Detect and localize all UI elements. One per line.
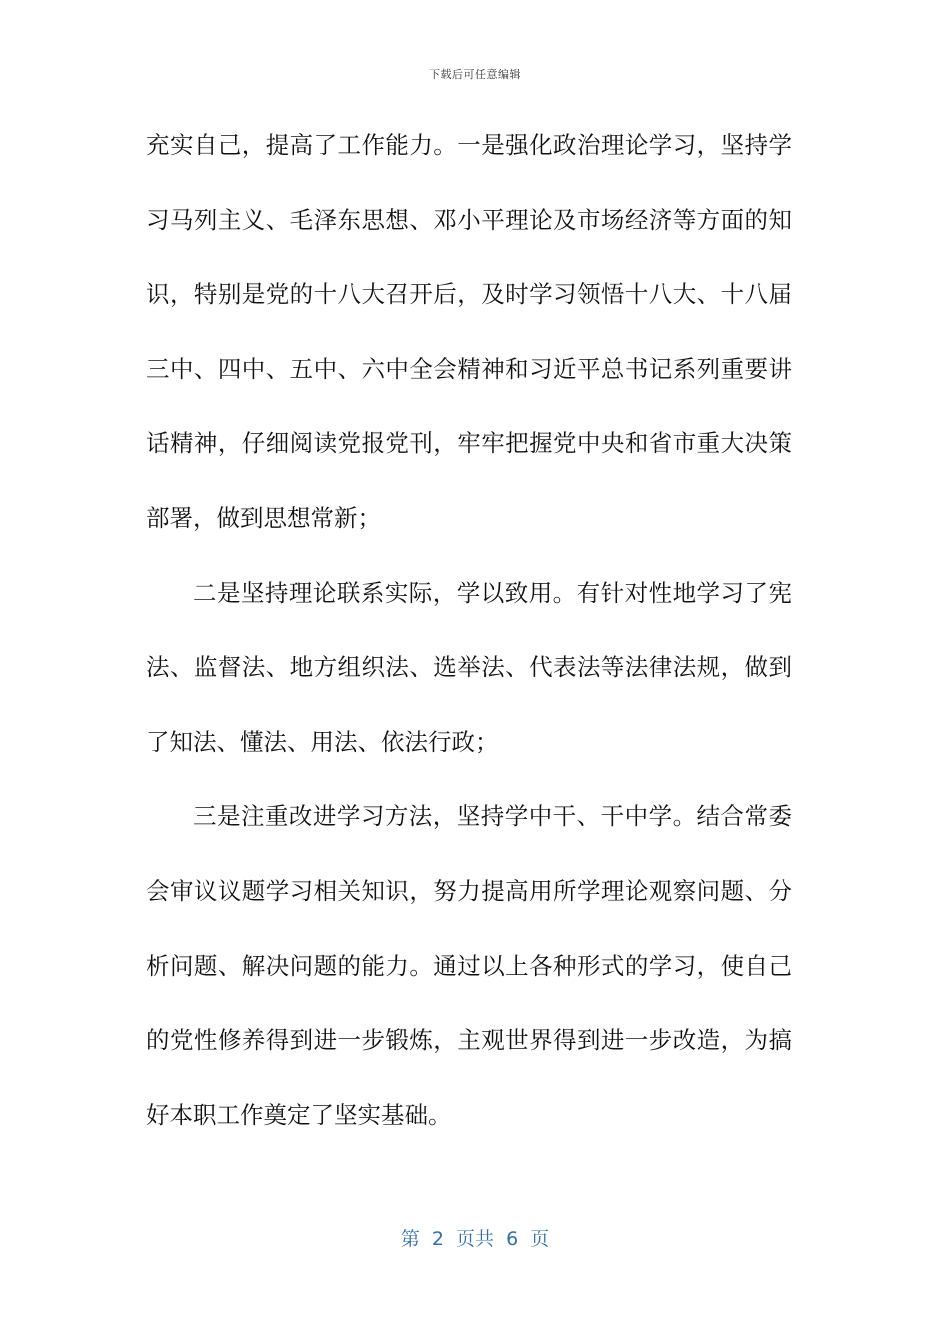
document-body [146,120,792,1164]
text-line: 好本职工作奠定了坚实基础。 [146,1100,452,1129]
text-line: 的党性修养得到进一步锻炼，主观世界得到进一步改造，为搞 [146,1026,792,1055]
text-line: 部署，做到思想常新； [146,503,381,532]
text-line: 析问题、解决问题的能力。通过以上各种形式的学习，使自己 [146,951,792,980]
page-number-footer: 第 2 页共 6 页 [400,1228,550,1250]
text-line: 习马列主义、毛泽东思想、邓小平理论及市场经济等方面的知 [146,205,792,234]
page-header: 下载后可任意编辑 [429,68,521,81]
text-line: 会审议议题学习相关知识，努力提高用所学理论观察问题、分 [146,876,792,905]
text-line: 识，特别是党的十八大召开后，及时学习领悟十八大、十八届 [146,280,792,309]
text-line: 法、监督法、地方组织法、选举法、代表法等法律法规，做到 [146,653,792,682]
text-line: 话精神，仔细阅读党报党刊，牢牢把握党中央和省市重大决策 [146,429,792,458]
text-line: 充实自己，提高了工作能力。一是强化政治理论学习，坚持学 [146,131,792,159]
text-line: 了知法、懂法、用法、依法行政； [146,727,499,756]
paragraph-start-line: 三是注重改进学习方法，坚持学中干、干中学。结合常委 [193,802,792,831]
paragraph-start-line: 二是坚持理论联系实际，学以致用。有针对性地学习了宪 [193,578,792,607]
text-line: 三中、四中、五中、六中全会精神和习近平总书记系列重要讲 [146,354,792,383]
